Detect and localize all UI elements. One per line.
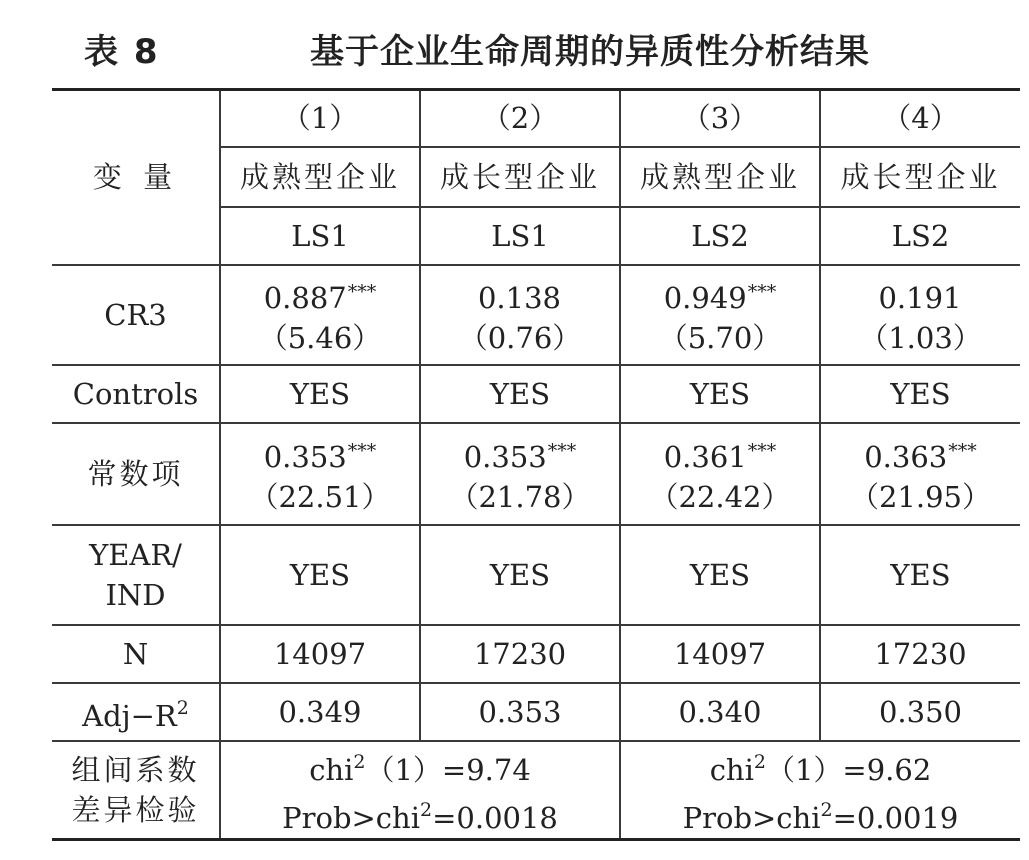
- coefficient-cell: [820, 265, 1020, 365]
- column-group: 成长型企业: [820, 147, 1020, 207]
- chi-label: chi: [309, 752, 354, 787]
- table-cell: YES: [620, 525, 820, 625]
- table-cell: YES: [220, 525, 420, 625]
- table-cell: YES: [420, 525, 620, 625]
- superscript: 2: [176, 696, 189, 719]
- t-statistic: （0.76）: [458, 320, 582, 355]
- table-cell: 17230: [820, 625, 1020, 683]
- table-cell: YES: [820, 365, 1020, 423]
- group-test-cell: [620, 741, 1020, 840]
- table-cell: 17230: [420, 625, 620, 683]
- row-label: [52, 741, 220, 840]
- row-label: N: [52, 625, 220, 683]
- table-caption: [0, 0, 1029, 88]
- column-dependent-variable: LS2: [820, 207, 1020, 265]
- table-number: 表 8: [84, 32, 160, 72]
- significance-stars: ***: [747, 280, 777, 303]
- row-label: [52, 683, 220, 741]
- table-row-adj-r2: [52, 683, 1020, 741]
- row-label: [52, 525, 220, 625]
- chi-value: （1）=9.74: [365, 752, 531, 787]
- table-row-cr3: [52, 265, 1020, 365]
- coefficient-cell: [820, 423, 1020, 525]
- column-number: （3）: [620, 90, 820, 147]
- coefficient-value: 0.361: [663, 439, 747, 474]
- t-statistic: （21.95）: [849, 479, 992, 514]
- row-label-line: 差异检验: [71, 792, 200, 827]
- prob-label: Prob>chi: [682, 800, 821, 835]
- coefficient-cell: [620, 265, 820, 365]
- coefficient-value: 0.353: [463, 439, 547, 474]
- table-title: 基于企业生命周期的异质性分析结果: [310, 32, 870, 72]
- table-cell: YES: [220, 365, 420, 423]
- significance-stars: ***: [347, 280, 377, 303]
- prob-value: =0.0019: [832, 800, 959, 835]
- column-group: 成熟型企业: [620, 147, 820, 207]
- column-number: （4）: [820, 90, 1020, 147]
- row-label: Controls: [52, 365, 220, 423]
- column-number: （2）: [420, 90, 620, 147]
- column-dependent-variable: LS1: [220, 207, 420, 265]
- superscript: 2: [820, 798, 833, 821]
- column-group: 成长型企业: [420, 147, 620, 207]
- row-label-line: 组间系数: [71, 752, 200, 787]
- chi-label: chi: [709, 752, 754, 787]
- table-cell: 0.349: [220, 683, 420, 741]
- coefficient-cell: [620, 423, 820, 525]
- coefficient-value: 0.887: [263, 280, 347, 315]
- significance-stars: ***: [547, 439, 577, 462]
- table-cell: YES: [820, 525, 1020, 625]
- table-cell: 14097: [620, 625, 820, 683]
- table-cell: YES: [620, 365, 820, 423]
- coefficient-value: 0.138: [477, 280, 562, 315]
- table-cell: 14097: [220, 625, 420, 683]
- header-row-number: [52, 90, 1020, 147]
- coefficient-cell: [220, 423, 420, 525]
- table-cell: 0.353: [420, 683, 620, 741]
- t-statistic: （22.51）: [249, 479, 391, 514]
- coefficient-value: 0.949: [663, 280, 747, 315]
- t-statistic: （22.42）: [649, 479, 791, 514]
- t-statistic: （1.03）: [859, 320, 982, 355]
- prob-value: =0.0018: [432, 800, 558, 835]
- variable-header: 变 量: [52, 90, 220, 265]
- significance-stars: ***: [747, 439, 777, 462]
- t-statistic: （21.78）: [449, 479, 591, 514]
- superscript: 2: [420, 798, 433, 821]
- table-cell: 0.350: [820, 683, 1020, 741]
- chi-value: （1）=9.62: [765, 752, 932, 787]
- row-label-base: Adj−R: [82, 698, 177, 733]
- table-cell: YES: [420, 365, 620, 423]
- coefficient-value: 0.191: [878, 280, 962, 315]
- column-number: （1）: [220, 90, 420, 147]
- coefficient-cell: [420, 265, 620, 365]
- table-row-controls: [52, 365, 1020, 423]
- results-table: [52, 88, 1020, 841]
- significance-stars: ***: [347, 439, 377, 462]
- prob-label: Prob>chi: [282, 800, 421, 835]
- table-cell: 0.340: [620, 683, 820, 741]
- column-dependent-variable: LS1: [420, 207, 620, 265]
- coefficient-value: 0.363: [864, 439, 948, 474]
- table-row-group-test: [52, 741, 1020, 840]
- coefficient-cell: [420, 423, 620, 525]
- row-label: 常数项: [52, 423, 220, 525]
- significance-stars: ***: [948, 439, 977, 462]
- row-label: CR3: [52, 265, 220, 365]
- group-test-cell: [220, 741, 620, 840]
- coefficient-value: 0.353: [263, 439, 347, 474]
- t-statistic: （5.46）: [258, 320, 382, 355]
- superscript: 2: [753, 750, 766, 773]
- column-dependent-variable: LS2: [620, 207, 820, 265]
- coefficient-cell: [220, 265, 420, 365]
- superscript: 2: [353, 750, 366, 773]
- column-group: 成熟型企业: [220, 147, 420, 207]
- table-row-n: [52, 625, 1020, 683]
- table-row-year-ind: [52, 525, 1020, 625]
- t-statistic: （5.70）: [658, 320, 782, 355]
- row-label-line: YEAR/: [89, 537, 182, 572]
- table-row-constant: [52, 423, 1020, 525]
- row-label-line: IND: [105, 577, 166, 612]
